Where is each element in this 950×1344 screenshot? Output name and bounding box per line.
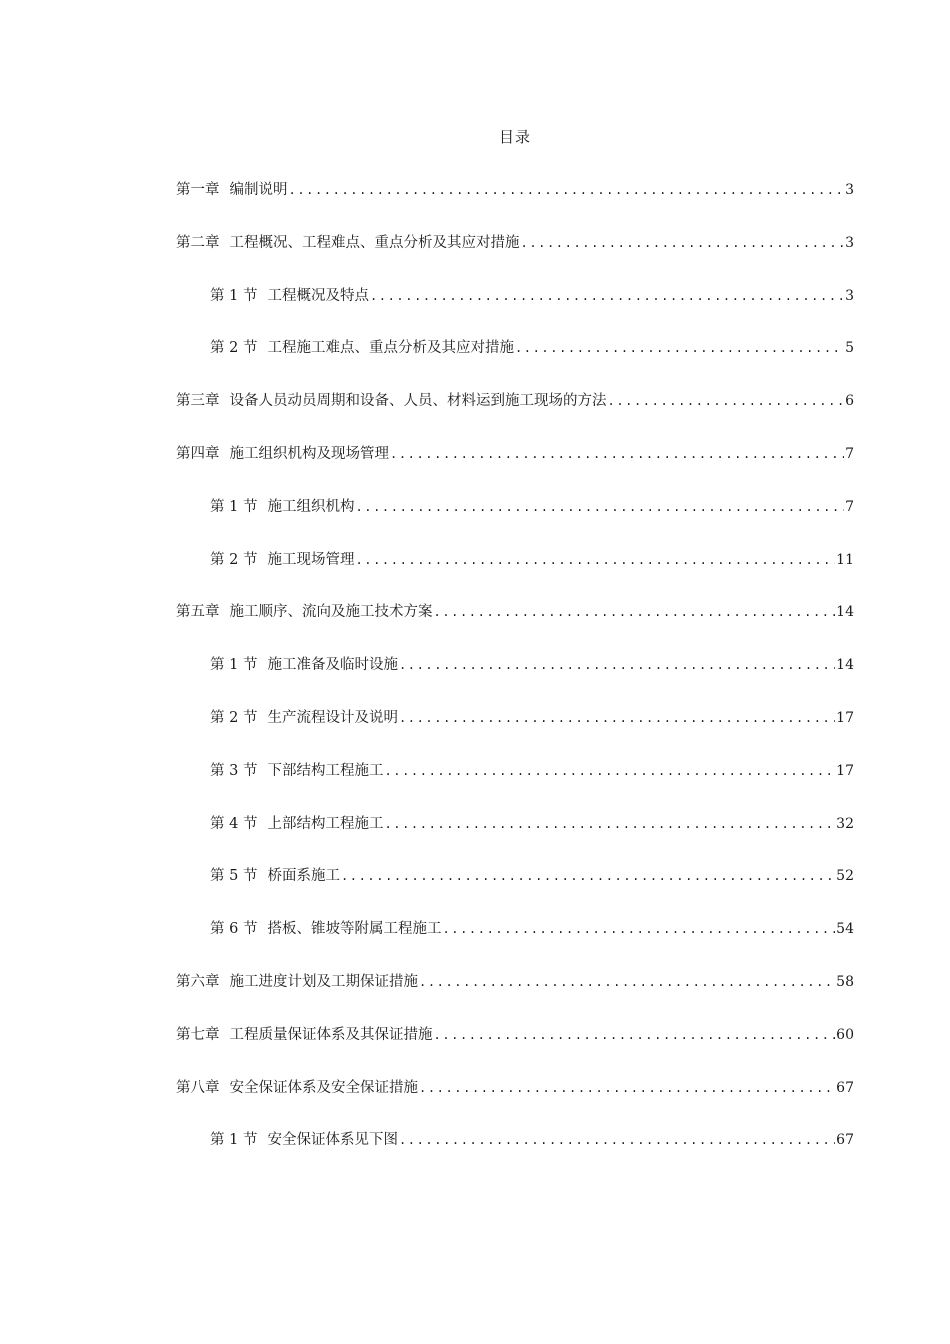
toc-chapter-entry[interactable] — [176, 439, 854, 492]
toc-page-number: 60 — [836, 1026, 854, 1043]
toc-entry-label — [176, 439, 389, 469]
toc-entry-label — [176, 1020, 433, 1050]
toc-entry-number: 第一章 — [176, 182, 220, 198]
toc-page-number: 11 — [836, 551, 854, 568]
toc-chapter-entry[interactable] — [176, 1020, 854, 1073]
toc-entry-title: 施工组织机构及现场管理 — [229, 445, 389, 462]
toc-page-number: 67 — [836, 1079, 854, 1096]
toc-entry-number: 第八章 — [176, 1079, 220, 1096]
toc-entry-label — [210, 1125, 398, 1155]
toc-entry-title: 上部结构工程施工 — [267, 815, 384, 832]
toc-section-entry[interactable] — [176, 492, 854, 545]
toc-page-number: 7 — [845, 498, 854, 515]
toc-section-entry[interactable] — [176, 703, 854, 756]
toc-entry-title: 下部结构工程施工 — [267, 762, 384, 779]
toc-entry-number: 第 1 节 — [210, 498, 258, 515]
toc-entry-title: 设备人员动员周期和设备、人员、材料运到施工现场的方法 — [229, 393, 607, 410]
toc-dot-leader — [419, 967, 835, 997]
toc-entry-number: 第四章 — [176, 445, 220, 462]
toc-entry-number: 第二章 — [176, 234, 220, 251]
toc-chapter-entry[interactable] — [176, 175, 854, 228]
toc-entry-number: 第 1 节 — [210, 1132, 258, 1149]
toc-entry-label — [176, 228, 520, 258]
toc-page-number: 52 — [836, 868, 854, 885]
toc-entry-label — [210, 492, 354, 522]
toc-entry-number: 第七章 — [176, 1026, 220, 1043]
toc-dot-leader — [434, 1020, 836, 1050]
toc-entry-title: 施工顺序、流向及施工技术方案 — [229, 604, 433, 621]
toc-entry-label — [210, 281, 369, 311]
toc-page-number: 32 — [836, 815, 854, 832]
toc-entry-number: 第三章 — [176, 393, 220, 410]
toc-dot-leader — [399, 650, 835, 680]
toc-entry-number: 第 6 节 — [210, 921, 258, 938]
toc-entry-number: 第六章 — [176, 973, 220, 990]
toc-entry-label — [210, 809, 383, 839]
toc-entry-label — [176, 597, 433, 627]
toc-chapter-entry[interactable] — [176, 597, 854, 650]
toc-chapter-entry[interactable] — [176, 967, 854, 1020]
toc-entry-number: 第 1 节 — [210, 657, 258, 674]
toc-entry-title: 工程施工难点、重点分析及其应对措施 — [267, 340, 514, 357]
toc-chapter-entry[interactable] — [176, 386, 854, 439]
toc-title: 目录 — [498, 128, 531, 146]
toc-section-entry[interactable] — [176, 914, 854, 967]
toc-entry-number: 第 1 节 — [210, 287, 258, 304]
toc-entry-label — [210, 861, 340, 891]
toc-entry-label — [210, 545, 354, 575]
toc-section-entry[interactable] — [176, 809, 854, 862]
toc-page-number: 58 — [836, 973, 854, 990]
toc-section-entry[interactable] — [176, 650, 854, 703]
toc-entry-label — [176, 175, 288, 205]
toc-entry-title: 施工进度计划及工期保证措施 — [229, 973, 418, 990]
toc-entry-number: 第 2 节 — [210, 551, 258, 568]
toc-dot-leader — [399, 1125, 835, 1155]
toc-page-number: 17 — [836, 709, 854, 726]
toc-entry-number: 第 2 节 — [210, 709, 258, 726]
toc-dot-leader — [355, 545, 835, 575]
toc-dot-leader — [419, 1073, 835, 1103]
toc-dot-leader — [399, 703, 835, 733]
toc-dot-leader — [521, 228, 845, 258]
toc-entry-label — [210, 333, 514, 363]
toc-section-entry[interactable] — [176, 756, 854, 809]
toc-entry-number: 第 2 节 — [210, 340, 258, 357]
toc-dot-leader — [384, 756, 835, 786]
toc-dot-leader — [384, 809, 835, 839]
toc-entry-label — [176, 1073, 418, 1103]
toc-section-entry[interactable] — [176, 281, 854, 334]
toc-entry-title: 安全保证体系见下图 — [267, 1132, 398, 1149]
toc-page-number: 7 — [845, 445, 854, 462]
toc-entry-title: 工程概况及特点 — [267, 287, 369, 304]
toc-section-entry[interactable] — [176, 545, 854, 598]
toc-entry-title: 生产流程设计及说明 — [267, 709, 398, 726]
toc-chapter-entry[interactable] — [176, 1073, 854, 1126]
toc-entry-label — [210, 703, 398, 733]
toc-entry-number: 第 5 节 — [210, 868, 258, 885]
toc-page-number: 3 — [845, 182, 854, 198]
toc-dot-leader — [608, 386, 845, 416]
toc-entry-title: 工程质量保证体系及其保证措施 — [229, 1026, 433, 1043]
toc-entry-title: 施工准备及临时设施 — [267, 657, 398, 674]
toc-section-entry[interactable] — [176, 861, 854, 914]
toc-entry-title: 安全保证体系及安全保证措施 — [229, 1079, 418, 1096]
toc-entry-title: 工程概况、工程难点、重点分析及其应对措施 — [229, 234, 520, 251]
toc-chapter-entry[interactable] — [176, 228, 854, 281]
toc-page-number: 17 — [836, 762, 854, 779]
toc-page-number: 3 — [845, 287, 854, 304]
toc-page-number: 67 — [836, 1132, 854, 1149]
toc-entry-title: 施工现场管理 — [267, 551, 355, 568]
toc-list — [176, 175, 854, 1178]
toc-page-number: 5 — [845, 340, 854, 357]
toc-entry-title: 桥面系施工 — [267, 868, 340, 885]
toc-entry-number: 第五章 — [176, 604, 220, 621]
toc-entry-title: 搭板、锥坡等附属工程施工 — [267, 921, 442, 938]
toc-entry-label — [176, 967, 418, 997]
toc-entry-title: 编制说明 — [229, 182, 288, 198]
toc-dot-leader — [355, 492, 844, 522]
toc-dot-leader — [515, 333, 844, 363]
toc-dot-leader — [390, 439, 844, 469]
toc-dot-leader — [341, 861, 835, 891]
toc-entry-title: 施工组织机构 — [267, 498, 355, 515]
toc-entry-number: 第 3 节 — [210, 762, 258, 779]
toc-section-entry[interactable] — [176, 333, 854, 386]
toc-page-number: 14 — [836, 657, 854, 674]
toc-entry-number: 第 4 节 — [210, 815, 258, 832]
toc-entry-label — [210, 650, 398, 680]
toc-dot-leader — [434, 597, 836, 627]
toc-dot-leader — [370, 281, 844, 311]
toc-entry-label — [210, 756, 383, 786]
toc-entry-label — [176, 386, 607, 416]
toc-entry-label — [210, 914, 441, 944]
toc-dot-leader — [289, 175, 845, 205]
toc-page-number: 54 — [836, 921, 854, 938]
toc-page-number: 14 — [836, 604, 854, 621]
toc-dot-leader — [442, 914, 835, 944]
toc-page-number: 6 — [845, 393, 854, 410]
toc-page-number: 3 — [845, 234, 854, 251]
toc-section-entry[interactable] — [176, 1125, 854, 1178]
